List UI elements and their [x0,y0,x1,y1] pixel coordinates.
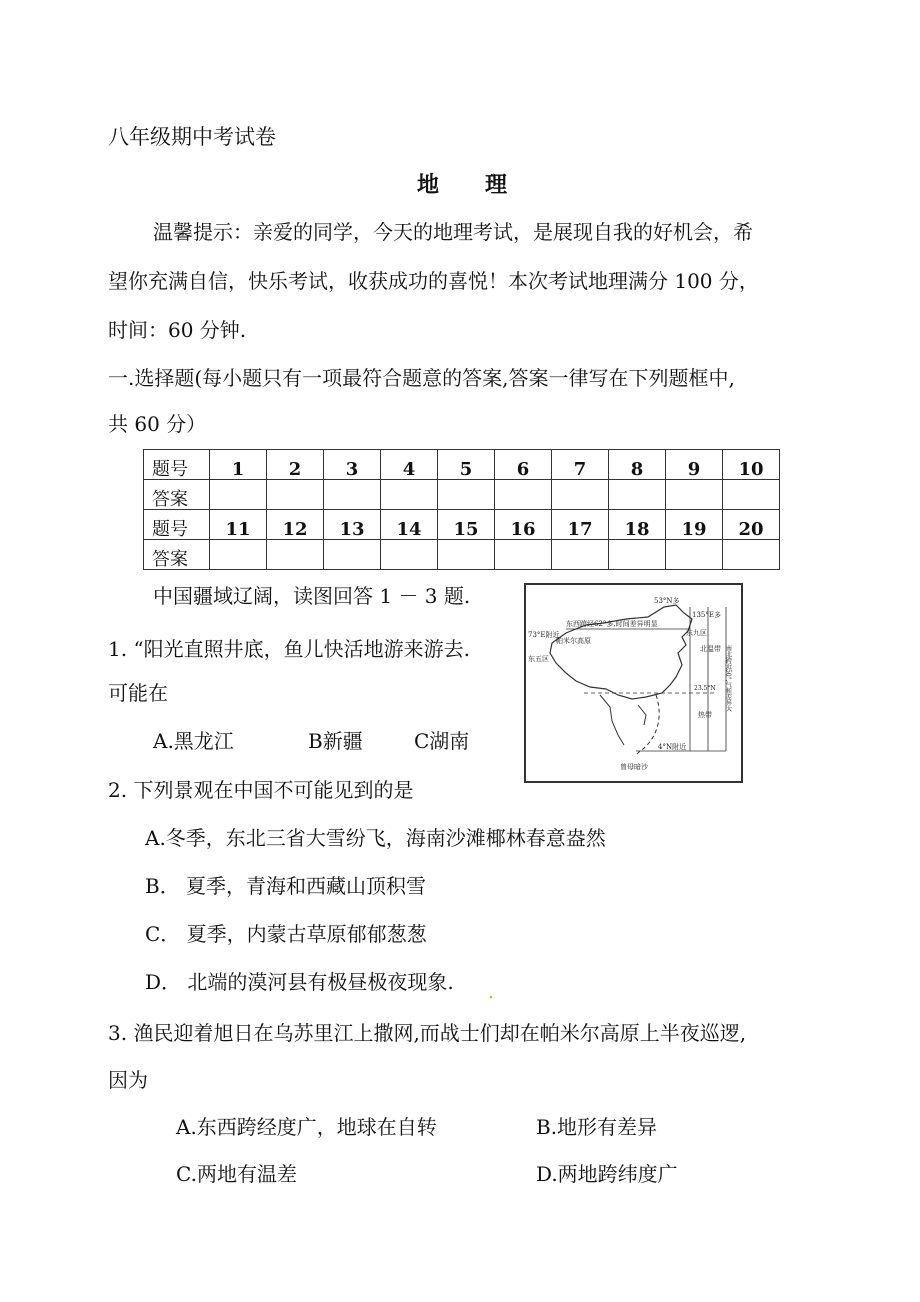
label-north: 53°N多 [654,597,680,605]
stray-mark: . [488,982,494,1003]
answer-cell: 9 [666,450,723,480]
q3-stem-2: 因为 [108,1068,148,1092]
label-north-temperate: 北温带 [700,645,721,653]
q1-option-b: B新疆 [308,729,363,753]
q1-stem: 1. “阳光直照井底，鱼儿快活地游来游去. [108,637,471,661]
answer-cell: 2 [267,450,324,480]
answer-cell[interactable] [666,540,723,570]
coast-outline [638,705,646,725]
answer-cell[interactable] [267,480,324,510]
q1-option-a: A.黑龙江 [153,729,234,753]
china-map-figure [524,583,743,783]
q3-option-b: B.地形有差异 [536,1115,658,1139]
subject-char-2: 理 [485,172,508,198]
answer-cell: 8 [609,450,666,480]
answer-cell[interactable] [723,480,780,510]
answer-cell: 15 [438,510,495,540]
section-heading-line-1: 一.选择题(每小题只有一项最符合题意的答案,答案一律写在下列题框中, [108,366,735,390]
answer-cell: 7 [552,450,609,480]
answer-cell: 17 [552,510,609,540]
answer-cell[interactable] [324,480,381,510]
label-zengmu: 曾母暗沙 [620,763,648,771]
answer-cell[interactable] [552,480,609,510]
answer-table-row [144,540,780,570]
south-sea-boundary [636,695,659,755]
answer-cell[interactable] [438,480,495,510]
q2-stem: 2. 下列景观在中国不可能见到的是 [108,778,414,802]
answer-cell[interactable] [609,480,666,510]
section-heading-line-2: 共 60 分） [108,412,207,436]
answer-cell: 1 [210,450,267,480]
label-west: 73°E附近 [528,631,560,639]
answer-cell: 11 [210,510,267,540]
answer-cell: 6 [495,450,552,480]
answer-cell[interactable] [381,480,438,510]
q2-option-b: B． 夏季，青海和西藏山顶积雪 [145,874,427,898]
q2-option-d: D． 北端的漠河县有极昼极夜现象. [145,970,454,994]
answer-cell: 20 [723,510,780,540]
answer-cell: 3 [324,450,381,480]
exam-header: 八年级期中考试卷 [108,125,276,149]
answer-cell: 13 [324,510,381,540]
q1-stem-2: 可能在 [108,681,168,705]
label-tropical: 热带 [698,711,712,719]
q1-option-c: C湖南 [414,729,470,753]
subject-char-1: 地 [417,172,440,198]
answer-cell[interactable] [495,540,552,570]
answer-cell: 10 [723,450,780,480]
answer-table-row [144,450,780,480]
row-label: 答案 [144,540,210,570]
subject-title [417,172,507,198]
answer-cell: 4 [381,450,438,480]
answer-cell[interactable] [666,480,723,510]
row-label: 题号 [144,450,210,480]
answer-cell[interactable] [210,480,267,510]
intro-line-2: 望你充满自信，快乐考试，收获成功的喜悦！本次考试地理满分 100 分， [108,269,759,293]
intro-line-3: 时间：60 分钟. [108,318,247,342]
q3-option-d: D.两地跨纬度广 [536,1162,678,1186]
answer-table-row [144,510,780,540]
q3-stem: 3. 渔民迎着旭日在乌苏里江上撒网,而战士们却在帕米尔高原上半夜巡逻, [108,1021,747,1045]
answer-cell[interactable] [609,540,666,570]
answer-cell: 18 [609,510,666,540]
answer-cell: 12 [267,510,324,540]
q3-option-a: A.东西跨经度广，地球在自转 [176,1115,437,1139]
answer-table [143,449,780,570]
answer-table-row [144,480,780,510]
answer-cell[interactable] [210,540,267,570]
answer-cell[interactable] [495,480,552,510]
answer-cell[interactable] [438,540,495,570]
answer-cell[interactable] [552,540,609,570]
q2-option-c: C． 夏季，内蒙古草原郁郁葱葱 [145,922,427,946]
answer-cell[interactable] [723,540,780,570]
label-south: 4°N附近 [658,743,687,751]
answer-cell: 14 [381,510,438,540]
answer-cell: 19 [666,510,723,540]
answer-cell: 16 [495,510,552,540]
label-east: 135°E多 [692,611,721,619]
answer-cell[interactable] [267,540,324,570]
q3-option-c: C.两地有温差 [176,1162,297,1186]
answer-cell: 5 [438,450,495,480]
label-span: 东西跨经62°多,时间差异明显 [566,620,658,628]
label-zone-e9: 东九区 [686,629,707,637]
row-label: 题号 [144,510,210,540]
row-label: 答案 [144,480,210,510]
answer-cell[interactable] [324,540,381,570]
label-lat-span: 南北跨近50°,气候差异大 [724,645,732,712]
china-map-svg [526,585,741,781]
answer-cell[interactable] [381,540,438,570]
map-intro: 中国疆域辽阔，读图回答 1 － 3 题. [153,584,471,608]
label-pamir: 帕米尔高原 [556,637,591,645]
peninsula-outline [600,695,624,745]
label-tropic: 23.5°N [694,685,716,692]
q2-option-a: A.冬季，东北三省大雪纷飞，海南沙滩椰林春意盎然 [145,826,606,850]
label-zone-e5: 东五区 [528,655,549,663]
intro-line-1: 温馨提示：亲爱的同学，今天的地理考试，是展现自我的好机会，希 [153,220,753,244]
